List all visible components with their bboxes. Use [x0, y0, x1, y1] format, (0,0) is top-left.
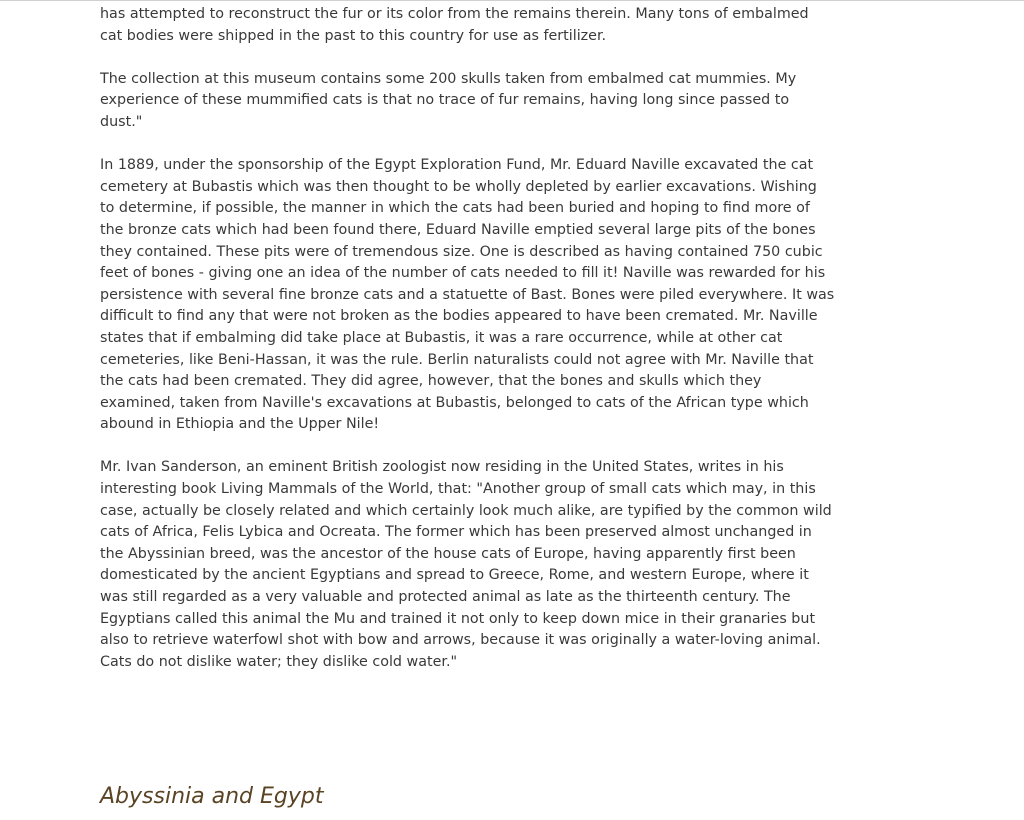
article-body: [100, 4, 835, 673]
paragraph-sanderson-quote: Mr. Ivan Sanderson, an eminent British zoologist now residing in the United States, writes in his interesting book Living Mammals of the World, that: "Another group of small cats which may, in this case, actually be closely related and which certainly look much alike, are typified by the common wild cats of Africa, Felis Lybica and Ocreata. The former which has been preserved almost unchanged in the Abyssinian breed, was the ancestor of the house cats of Europe, having apparently first been domesticated by the ancient Egyptians and spread to Greece, Rome, and western Europe, where it was still regarded as a very valuable and protected animal as late as the thirteenth century. The Egyptians called this animal the Mu and trained it not only to keep down mice in their granaries but also to retrieve waterfowl shot with bow and arrows, because it was originally a water-loving animal. Cats do not dislike water; they dislike cold water.": [100, 459, 832, 670]
section-heading: Abyssinia and Egypt: [100, 784, 324, 809]
paragraph-museum-skulls: The collection at this museum contains some 200 skulls taken from embalmed cat mummies. My experience of these mummified cats is that no trace of fur remains, having long since passed to dust.": [100, 70, 797, 130]
paragraph-fertilizer: has attempted to reconstruct the fur or its color from the remains therein. Many tons of embalmed cat bodies were shipped in the past to this country for use as fertilizer.: [100, 6, 809, 44]
paragraph-naville-bubastis: In 1889, under the sponsorship of the Egypt Exploration Fund, Mr. Eduard Naville excavated the cat cemetery at Bubastis which was then thought to be wholly depleted by earlier excavations. Wishing to determine, if possible, the manner in which the cats had been buried and hoping to find more of the bronze cats which had been found there, Eduard Naville emptied several large pits of the bones they contained. These pits were of tremendous size. One is described as having contained 750 cubic feet of bones - giving one an idea of the number of cats needed to fill it! Naville was rewarded for his persistence with several fine bronze cats and a statuette of Bast. Bones were piled everywhere. It was difficult to find any that were not broken as the bodies appeared to have been cremated. Mr. Naville states that if embalming did take place at Bubastis, it was a rare occurrence, while at other cat cemeteries, like Beni-Hassan, it was the rule. Berlin naturalists could not agree with Mr. Naville that the cats had been cremated. They did agree, however, that the bones and skulls which they examined, taken from Naville's excavations at Bubastis, belonged to cats of the African type which abound in Ethiopia and the Upper Nile!: [100, 157, 835, 433]
top-divider: [0, 0, 1024, 1]
